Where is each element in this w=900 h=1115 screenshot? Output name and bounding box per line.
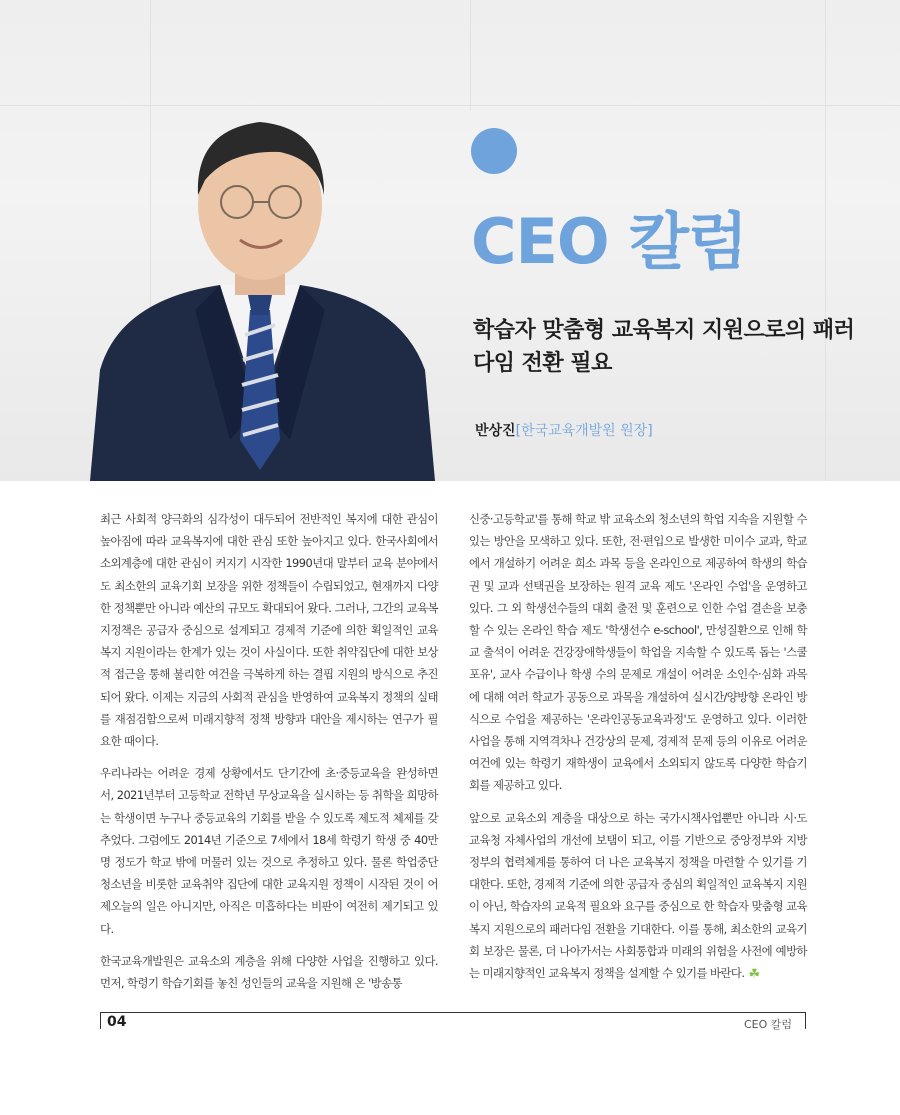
clover-icon: ☘ [748,967,760,983]
page-number: 04 [107,1014,127,1030]
article-subtitle: 학습자 맞춤형 교육복지 지원으로의 패러다임 전환 필요 [473,318,855,376]
paragraph: 최근 사회적 양극화의 심각성이 대두되어 전반적인 복지에 대한 관심이 높아짐에 따라 교육복지에 대한 관심 또한 높아지고 있다. 한국사회에서 소외계층에 대한 관심이 커지기 시작한 1990년대 말부터 교육 분야에서도 최소한의 교육기회 보장을 위한 정책들이 수립되었고, 현재까지 다양한 정책뿐만 아니라 예산의 규모도 확대되어 왔다. 그러나, 그간의 교육복지정책은 공급자 중심으로 설계되고 경제적 기준에 의한 획일적인 교육복지 지원이라는 한계가 있는 것이 사실이다. 또한 취약집단에 대한 보상적 접근을 통해 불리한 여건을 극복하게 하는 결핍 지원의 방식으로 추진되어 왔다. 이제는 지금의 사회적 관심을 반영하여 교육복지 정책의 실태를 재점검함으로써 미래지향적 정책 방향과 대안을 제시하는 연구가 필요한 때이다. [100,512,438,749]
ceo-portrait [80,110,440,481]
paragraph: 신중·고등학교'를 통해 학교 밖 교육소외 청소년의 학업 지속을 지원할 수 있는 방안을 모색하고 있다. 또한, 전·편입으로 발생한 미이수 교과, 학교에서 개설하기 어려운 희소 과목 등을 온라인으로 제공하여 학생의 학습권 및 교과 선택권을 보장하는 원격 교육 제도 '온라인 수업'을 운영하고 있다. 그 외 학생선수들의 대회 출전 및 훈련으로 인한 수업 결손을 보충할 수 있는 온라인 학습 제도 '학생선수 e-school', 만성질환으로 인해 학교 출석이 어려운 건강장애학생들이 학업을 지속할 수 있도록 돕는 '스쿨포유', 교사 수급이나 학생 수의 문제로 개설이 어려운 소인수·심화 과목에 대해 여러 학교가 공동으로 과목을 개설하여 실시간/양방향 온라인 방식으로 수업을 제공하는 '온라인공동교육과정'도 운영하고 있다. 이러한 사업을 통해 지역격차나 건강상의 문제, 경제적 문제 등의 이유로 어려운 여건에 있는 학령기 재학생이 교육에서 소외되지 않도록 다양한 학습기회를 제공하고 있다. [469,512,807,793]
paragraph [469,807,807,987]
page-footer [100,1012,806,1034]
paragraph: 우리나라는 어려운 경제 상황에서도 단기간에 초·중등교육을 완성하면서, 2021년부터 고등학교 전학년 무상교육을 실시하는 등 취학을 희망하는 학생이면 누구나 중등교육의 기회를 받을 수 있도록 제도적 체제를 갖추었다. 그럼에도 2014년 기준으로 7세에서 18세 학령기 학생 중 40만 명 정도가 학교 밖에 머물러 있는 것으로 추정하고 있다. 물론 학업중단 청소년을 비롯한 교육취약 집단에 대한 교육지원 정책이 시작된 것이 어제오늘의 일은 아니지만, 아직은 미흡하다는 비판이 여전히 제기되고 있다. [100,766,438,936]
paragraph-text: 앞으로 교육소외 계층을 대상으로 하는 국가시책사업뿐만 아니라 시·도교육청 자체사업의 개선에 보탬이 되고, 이를 기반으로 중앙정부와 지방정부의 협력체계를 통하여 더 나은 교육복지 정책을 마련할 수 있기를 기대한다. 또한, 경제적 기준에 의한 공급자 중심의 획일적인 교육복지 지원이 아닌, 학습자의 교육적 필요와 요구를 중심으로 한 학습자 맞춤형 교육복지 지원으로의 패러다임 전환을 기대한다. 이를 통해, 최소한의 교육기회 보장은 물론, 더 나아가서는 사회통합과 미래의 위험을 사전에 예방하는 미래지향적인 교육복지 정책을 설계할 수 있기를 바란다. [469,810,807,981]
page-title: CEO 칼럼 [471,205,747,278]
paragraph: 한국교육개발원은 교육소외 계층을 위해 다양한 사업을 진행하고 있다. 먼저, 학령기 학습기회를 놓친 성인들의 교육을 지원해 온 '방송통 [100,953,438,991]
article-column-left [100,508,438,1004]
author-name: 반상진 [475,423,516,439]
footer-divider [100,1013,101,1029]
author-org: [한국교육개발원 원장] [515,423,653,439]
hero-banner [0,0,900,481]
article-body [100,508,806,998]
section-name: CEO 칼럼 [743,1018,792,1031]
accent-circle [471,128,517,174]
article-column-right [469,508,807,996]
footer-divider [805,1013,806,1029]
author-line [475,420,653,440]
